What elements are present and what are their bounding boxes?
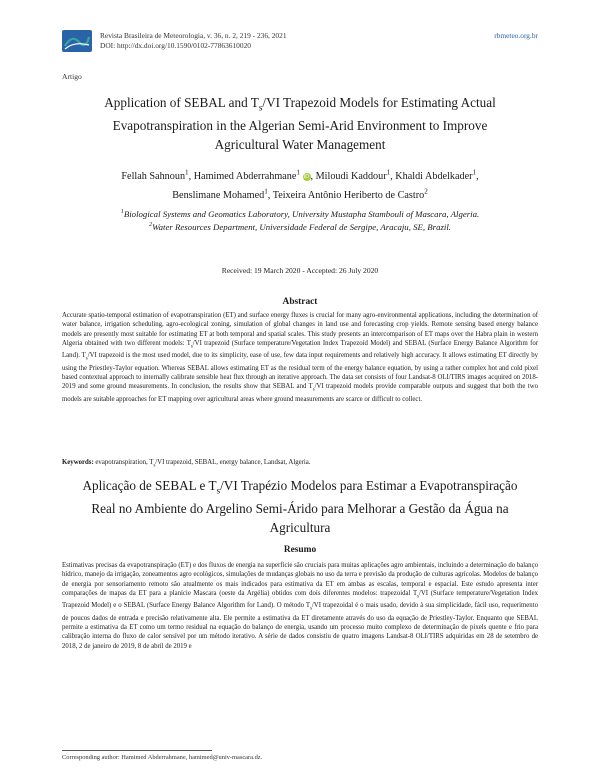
portuguese-title: Aplicação de SEBAL e $T_s/VI$ Trapézio Modelos para Estimar a Evapotranspiração Real no Ambiente do Argelino Semi-Árido para Melhorar a Gestão da Água na Agricultura: [82, 478, 518, 535]
journal-citation: Revista Brasileira de Meteorologia, v. 36, n. 2, 219 - 236, 2021: [100, 31, 287, 40]
affiliation-2: $^2$Water Resources Department, Universidade Federal de Sergipe, Aracaju, SE, Brazil.: [149, 222, 451, 233]
title-part1: Application of SEBAL and T: [104, 95, 259, 110]
corresponding-author-footnote: Corresponding author: Hamimed Abderrahmane, hamimed@univ-mascara.dz.: [62, 754, 263, 761]
author: Teixeira Antônio Heriberto de Castro$^2$: [272, 187, 428, 202]
section-label: Artigo: [62, 72, 82, 81]
abstract-text: Accurate spatio-temporal estimation of evapotranspiration (ET) and surface energy fluxes is crucial for many agro-environmental applications, including the determination of water balance, irrigation scheduling, agro-ecological zoning, simulation of global changes in land use and forecasting crop yields. Remote sensing based energy balance models are presently most suitable for estimating ET at both temporal and spatial scales. This study presents an intercomparison of ET maps over the Habra plain in western Algeria obtained with two different models: $T_s/VI$ trapezoid (Surface temperature/Vegetation Index Trapezoid Model) and SEBAL (Surface Energy Balance Algorithm for Land). $T_s/VI$ trapezoid is the most used model, due to its simplicity, ease of use, few data input requirements and relatively high accuracy. It allows estimating ET directly by using the Priestley-Taylor equation. Whereas SEBAL allows estimating ET as the residual term of the energy balance equation, by using a rather complex hot and cold pixel based contextual approach to internally calibrate sensible heat flux through an iterative approach. The data set consists of four Landsat-8 OLI/TIRS images acquired on 2018-2019 and some ground measurements. In conclusion, the results show that SEBAL and $T_s/VI$ trapezoid models provide comparable outputs and suggest that both the two models are suitable approaches for ET mapping over agricultural areas where ground measurements are scarce or difficult to collect.: [62, 312, 538, 404]
journal-header: [100, 31, 287, 51]
journal-website-link[interactable]: rbmeteo.org.br: [494, 31, 538, 40]
article-title: [80, 94, 520, 154]
title-part2: /VI Trapezoid Models for Estimating Actual Evapotranspiration in the Algerian Semi-Arid Environment to Improve Agricultural Water Management: [112, 95, 496, 152]
orcid-icon[interactable]: iD: [303, 174, 310, 181]
resumo-text: Estimativas precisas da evapotranspiração (ET) e dos fluxos de energia na superfície são cruciais para muitas aplicações agro ambientais, incluindo a determinação do balanço hídrico, manejo da irrigação, zoneamentos agro ecológicos, simulações de mudanças globais no uso da terra e previsão da produção de culturas agrícolas. Modelos de balanço de energia por sensoriamento remoto são atualmente os mais indicados para estimativa da ET em ambas as escalas, temporal e espacial. Este estudo apresenta inter comparações de mapas da ET para a planície Mascara (oeste da Argélia) obtidos com dois diferentes modelos: trapezoidal $T_s/VI$ (Surface temperature/Vegetation Index Trapezoid Model) e o SEBAL (Surface Energy Balance Algorithm for Land). O método $T_s/VI$ trapezoidal é o mais usado, devido à sua simplicidade, fácil uso, requerimento de poucos dados de entrada e precisão relativamente alta. Ele permite a estimativa da ET diretamente através do uso da equação de Priestley-Taylor. Enquanto que SEBAL permite a estimativa da ET como um termo residual na equação do balanço de energia, usando um processo muito complexo de determinação de pixels quente e frio para calibração interna do fluxo de calor sensível por um método iterativo. A série de dados consistiu de quatro imagens Landsat-8 OLI/TIRS adquiridas em 28 de setembro de 2018, 2 de janeiro de 2019, 8 de abril de 2019 e: [62, 562, 538, 650]
affiliation-1: $^1$Biological Systems and Geomatics Laboratory, University Mustapha Stambouli of Mascara, Algeria.: [120, 208, 480, 219]
journal-logo-icon: [62, 30, 92, 52]
author: Benslimane Mohamed$^1$,: [172, 187, 273, 202]
received-dates: Received: 19 March 2020 - Accepted: 26 July 2020: [221, 266, 379, 275]
keywords: Keywords: evapotranspiration, $T_s/VI$ trapezoid, SEBAL, energy balance, Landsat, Algeria.: [62, 459, 311, 469]
doi-line[interactable]: DOI: http://dx.doi.org/10.1590/0102-77863610020: [100, 41, 251, 50]
author: Hamimed Abderrahmane$^1$ iD,: [193, 169, 316, 183]
author: Fellah Sahnoun$^1$,: [121, 169, 194, 183]
author: Miloudi Kaddour$^1$,: [315, 169, 396, 183]
keywords-label: Keywords:: [62, 459, 94, 466]
author-list: [80, 166, 520, 204]
footnote-divider: [62, 750, 212, 751]
author: Khaldi Abdelkader$^1$,: [395, 169, 479, 183]
resumo-heading: Resumo: [283, 545, 317, 555]
abstract-heading: Abstract: [282, 297, 318, 307]
title-subscript: s: [258, 102, 263, 113]
affiliations: [90, 207, 510, 234]
